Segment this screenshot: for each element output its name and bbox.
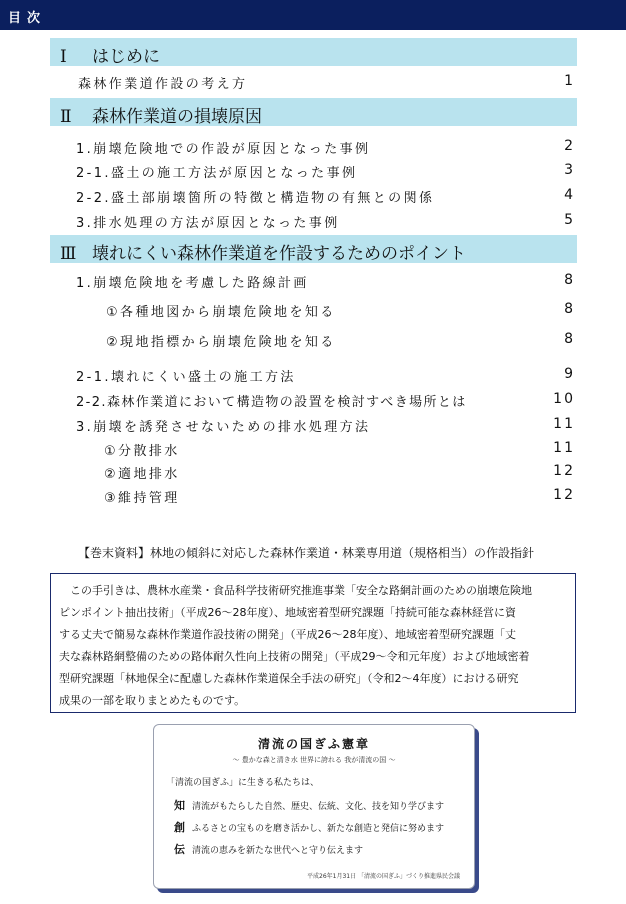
toc-entry-page: 11: [553, 440, 575, 456]
toc-entry-page: 8: [564, 301, 575, 317]
toc-entry[interactable]: [50, 487, 575, 507]
charter-item-text: 清流がもたらした自然、歴史、伝統、文化、技を知り学びます: [192, 802, 445, 812]
toc-entry-label: 2-1.盛土の施工方法が原因となった事例: [76, 166, 358, 181]
toc-entry[interactable]: [50, 416, 575, 436]
toc-entry-label: 1.崩壊危険地での作設が原因となった事例: [76, 142, 371, 157]
toc-entry[interactable]: [50, 138, 575, 158]
intro-text-line: 成果の一部を取りまとめたものです。: [59, 694, 246, 707]
toc-entry-label: 2-1.壊れにくい盛土の施工方法: [76, 370, 296, 385]
toc-entry-label: 3.排水処理の方法が原因となった事例: [76, 216, 340, 231]
charter-intro: 「清流の国ぎふ」に生きる私たちは、: [166, 778, 320, 788]
section-number: Ⅱ: [60, 107, 72, 127]
toc-entry[interactable]: [50, 366, 575, 386]
toc-entry-label: 2-2.盛土部崩壊箇所の特徴と構造物の有無との関係: [76, 191, 435, 206]
toc-entry[interactable]: [50, 187, 575, 207]
section-number: Ⅰ: [60, 47, 67, 67]
charter-footer: 平成26年1月31日 「清流の国ぎふ」づくり推進県民会議: [307, 873, 460, 880]
toc-entry-page: 12: [553, 487, 575, 503]
toc-entry[interactable]: [50, 440, 575, 460]
toc-entry-label: ②現地指標から崩壊危険地を知る: [106, 335, 336, 350]
toc-entry-page: 11: [553, 416, 575, 432]
section-title: 壊れにくい森林作業道を作設するためのポイント: [92, 244, 466, 264]
intro-text-line: ピンポイント抽出技術」（平成26～28年度）、地域密着型研究課題「持続可能な森林経営に資: [59, 606, 516, 619]
toc-entry-page: 2: [564, 138, 575, 154]
charter-panel: [153, 724, 475, 889]
toc-entry-page: 9: [564, 366, 575, 382]
toc-entry[interactable]: [50, 212, 575, 232]
toc-entry-page: 8: [564, 272, 575, 288]
section-band-3: [50, 235, 577, 263]
charter-item-key: 知: [174, 799, 185, 812]
intro-text-line: 夫な森林路網整備のための路体耐久性向上技術の開発」（平成29～令和元年度）および地域密着: [59, 650, 530, 663]
toc-entry-label: 1.崩壊危険地を考慮した路線計画: [76, 276, 309, 291]
toc-heading: 目次: [8, 11, 47, 26]
charter-item-key: 伝: [174, 843, 185, 856]
toc-entry-label: 3.崩壊を誘発させないための排水処理方法: [76, 420, 371, 435]
intro-text-line: 型研究課題「林地保全に配慮した森林作業道保全手法の研究」（令和2～4年度）における研究: [59, 672, 519, 685]
toc-entry-page: 3: [564, 162, 575, 178]
charter-item: [174, 797, 444, 813]
section-title: 森林作業道の損壊原因: [92, 107, 262, 127]
charter-subtitle: ～ 豊かな森と清き水 世界に誇れる 我が清流の国 ～: [232, 756, 396, 764]
toc-entry-page: 1: [564, 73, 575, 89]
section-band-2: [50, 98, 577, 126]
toc-entry[interactable]: [50, 391, 575, 411]
toc-entry-page: 8: [564, 331, 575, 347]
charter-title: 清流の国ぎふ憲章: [257, 737, 370, 751]
intro-text-line: この手引きは、農林水産業・食品科学技術研究推進事業「安全な路網計画のための崩壊危険地: [59, 584, 532, 597]
toc-entry[interactable]: [50, 162, 575, 182]
charter-item-key: 創: [174, 821, 185, 834]
toc-entry-label: ③維持管理: [104, 491, 180, 506]
header-bar: [0, 0, 626, 30]
toc-entry[interactable]: [50, 272, 575, 292]
section-heading-3: [60, 239, 466, 264]
toc-entry[interactable]: [50, 73, 575, 93]
toc-entry-label: 2-2.森林作業道において構造物の設置を検討すべき場所とは: [76, 395, 467, 410]
toc-entry-page: 10: [553, 391, 575, 407]
charter-item-text: 清流の恵みを新たな世代へと守り伝えます: [192, 846, 364, 856]
toc-entry-page: 4: [564, 187, 575, 203]
intro-text-line: する丈夫で簡易な森林作業道作設技術の開発」（平成26～28年度）、地域密着型研究課題「丈: [59, 628, 516, 641]
toc-entry[interactable]: [50, 301, 575, 321]
intro-box: [50, 573, 576, 713]
section-title: はじめに: [92, 47, 160, 67]
toc-entry-label: ①各種地図から崩壊危険地を知る: [106, 305, 336, 320]
toc-entry-label: ②適地排水: [104, 467, 180, 482]
appendix-note: 【巻末資料】林地の傾斜に対応した森林作業道・林業専用道（規格相当）の作設指針: [78, 546, 535, 560]
toc-entry-page: 12: [553, 463, 575, 479]
toc-entry-label: 森林作業道作設の考え方: [78, 77, 248, 92]
toc-entry-label: ①分散排水: [104, 444, 180, 459]
section-heading-2: [60, 102, 262, 127]
charter-item: [174, 819, 444, 835]
section-heading-1: [60, 42, 160, 67]
toc-entry[interactable]: [50, 463, 575, 483]
toc-entry[interactable]: [50, 331, 575, 351]
section-number: Ⅲ: [60, 244, 77, 264]
section-band-1: [50, 38, 577, 66]
charter-item: [174, 841, 363, 857]
charter-item-text: ふるさとの宝ものを磨き活かし、新たな創造と発信に努めます: [192, 824, 445, 834]
toc-entry-page: 5: [564, 212, 575, 228]
